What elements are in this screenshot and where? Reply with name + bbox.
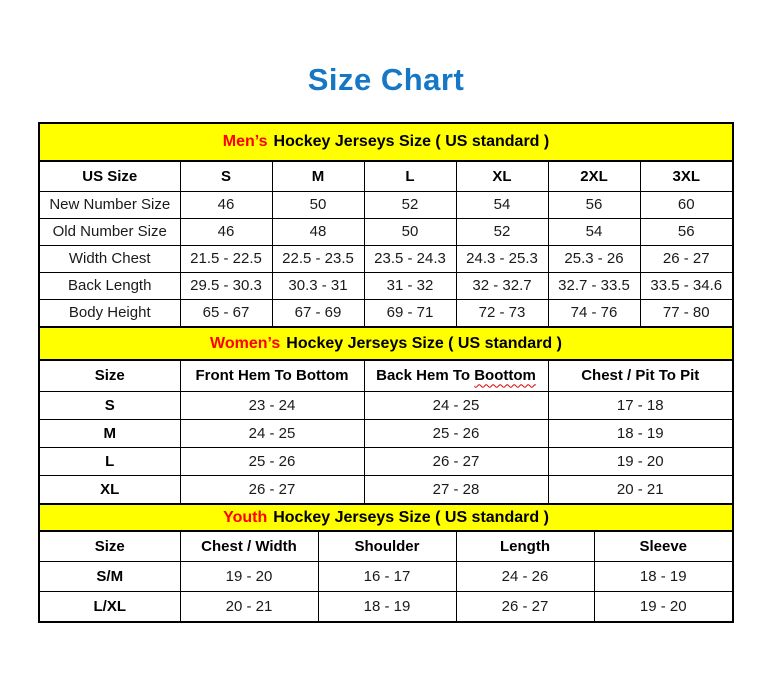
size-value: 25 - 26	[364, 419, 548, 447]
mens-header-m: M	[272, 162, 364, 191]
table-row	[40, 591, 732, 621]
size-value: 77 - 80	[640, 299, 732, 326]
youth-section-accent: Youth	[223, 508, 268, 526]
womens-header-front-hem: Front Hem To Bottom	[180, 361, 364, 391]
mens-header-row	[40, 162, 732, 191]
youth-header-size: Size	[40, 532, 180, 561]
row-label: M	[40, 419, 180, 447]
size-value: 74 - 76	[548, 299, 640, 326]
size-value: 46	[180, 191, 272, 218]
youth-section-title: Hockey Jerseys Size ( US standard )	[273, 508, 549, 526]
size-value: 25.3 - 26	[548, 245, 640, 272]
size-value: 48	[272, 218, 364, 245]
youth-header-chest-width: Chest / Width	[180, 532, 318, 561]
youth-header-length: Length	[456, 532, 594, 561]
mens-header-3xl: 3XL	[640, 162, 732, 191]
row-label: S	[40, 391, 180, 419]
size-value: 60	[640, 191, 732, 218]
size-value: 20 - 21	[548, 475, 732, 503]
page-title: Size Chart	[307, 62, 465, 97]
mens-header-xl: XL	[456, 162, 548, 191]
row-label: New Number Size	[40, 191, 180, 218]
size-value: 26 - 27	[640, 245, 732, 272]
back-hem-typo-spellcheck: Boottom	[474, 367, 536, 385]
size-value: 27 - 28	[364, 475, 548, 503]
row-label: Width Chest	[40, 245, 180, 272]
size-value: 56	[640, 218, 732, 245]
row-label: S/M	[40, 561, 180, 591]
table-row	[40, 218, 732, 245]
size-value: 65 - 67	[180, 299, 272, 326]
size-value: 67 - 69	[272, 299, 364, 326]
size-value: 24.3 - 25.3	[456, 245, 548, 272]
size-value: 31 - 32	[364, 272, 456, 299]
size-value: 19 - 20	[180, 561, 318, 591]
row-label: L	[40, 447, 180, 475]
size-value: 26 - 27	[456, 591, 594, 621]
size-value: 18 - 19	[548, 419, 732, 447]
row-label: XL	[40, 475, 180, 503]
table-row	[40, 272, 732, 299]
size-value: 29.5 - 30.3	[180, 272, 272, 299]
size-value: 24 - 26	[456, 561, 594, 591]
size-chart-table	[38, 122, 734, 623]
mens-header-l: L	[364, 162, 456, 191]
size-value: 50	[364, 218, 456, 245]
size-value: 18 - 19	[318, 591, 456, 621]
womens-section-banner	[40, 326, 732, 361]
youth-size-table	[40, 532, 732, 621]
size-value: 54	[456, 191, 548, 218]
size-value: 20 - 21	[180, 591, 318, 621]
row-label: Back Length	[40, 272, 180, 299]
size-value: 69 - 71	[364, 299, 456, 326]
table-row	[40, 245, 732, 272]
size-value: 22.5 - 23.5	[272, 245, 364, 272]
womens-header-back-hem	[364, 361, 548, 391]
womens-section-accent: Women’s	[210, 334, 281, 352]
size-value: 72 - 73	[456, 299, 548, 326]
size-value: 33.5 - 34.6	[640, 272, 732, 299]
table-row	[40, 299, 732, 326]
size-value: 46	[180, 218, 272, 245]
table-row	[40, 391, 732, 419]
size-value: 52	[456, 218, 548, 245]
mens-section-title: Hockey Jerseys Size ( US standard )	[273, 133, 550, 150]
size-value: 21.5 - 22.5	[180, 245, 272, 272]
youth-section-banner	[40, 503, 732, 532]
mens-section-accent: Men’s	[222, 133, 268, 150]
womens-section-title: Hockey Jerseys Size ( US standard )	[286, 334, 562, 352]
size-value: 25 - 26	[180, 447, 364, 475]
size-value: 19 - 20	[548, 447, 732, 475]
size-value: 18 - 19	[594, 561, 732, 591]
mens-header-us-size: US Size	[40, 162, 180, 191]
size-value: 54	[548, 218, 640, 245]
mens-header-s: S	[180, 162, 272, 191]
size-value: 19 - 20	[594, 591, 732, 621]
womens-header-chest: Chest / Pit To Pit	[548, 361, 732, 391]
youth-header-sleeve: Sleeve	[594, 532, 732, 561]
row-label: L/XL	[40, 591, 180, 621]
womens-header-row	[40, 361, 732, 391]
size-value: 23.5 - 24.3	[364, 245, 456, 272]
table-row	[40, 419, 732, 447]
size-value: 26 - 27	[180, 475, 364, 503]
size-value: 17 - 18	[548, 391, 732, 419]
womens-size-table	[40, 361, 732, 503]
row-label: Body Height	[40, 299, 180, 326]
size-value: 16 - 17	[318, 561, 456, 591]
mens-header-2xl: 2XL	[548, 162, 640, 191]
back-hem-prefix: Back Hem To	[376, 367, 471, 385]
size-value: 56	[548, 191, 640, 218]
youth-header-row	[40, 532, 732, 561]
mens-size-table	[40, 162, 732, 326]
table-row	[40, 475, 732, 503]
size-value: 32 - 32.7	[456, 272, 548, 299]
size-value: 52	[364, 191, 456, 218]
youth-header-shoulder: Shoulder	[318, 532, 456, 561]
mens-section-banner	[40, 124, 732, 162]
table-row	[40, 561, 732, 591]
size-value: 30.3 - 31	[272, 272, 364, 299]
size-value: 23 - 24	[180, 391, 364, 419]
womens-header-size: Size	[40, 361, 180, 391]
table-row	[40, 191, 732, 218]
row-label: Old Number Size	[40, 218, 180, 245]
size-value: 24 - 25	[180, 419, 364, 447]
size-value: 24 - 25	[364, 391, 548, 419]
size-value: 26 - 27	[364, 447, 548, 475]
size-value: 32.7 - 33.5	[548, 272, 640, 299]
table-row	[40, 447, 732, 475]
size-value: 50	[272, 191, 364, 218]
